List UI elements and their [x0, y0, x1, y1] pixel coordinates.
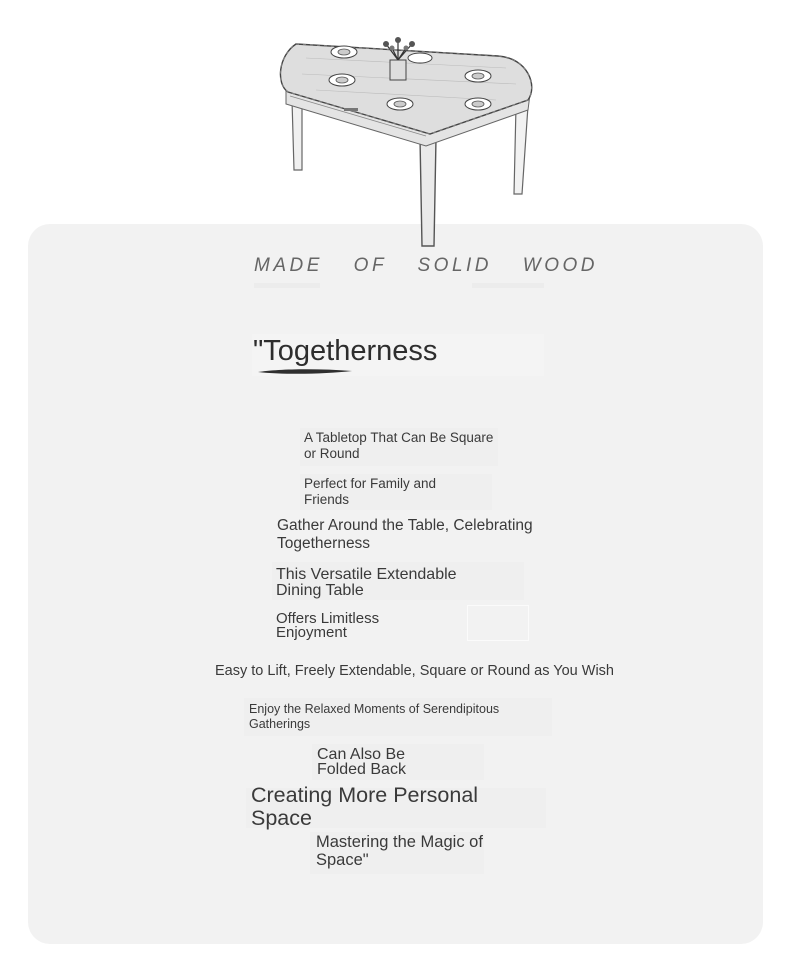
decor-bar [254, 283, 320, 288]
feature-text: Can Also Be Folded Back [317, 746, 406, 779]
feature-text: Offers Limitless Enjoyment [276, 610, 380, 642]
feature-text: A Tabletop That Can Be Square or Round [304, 430, 494, 461]
feature-text: Easy to Lift, Freely Extendable, Square or Round as You Wish [215, 663, 614, 679]
text-frame [467, 605, 529, 641]
feature-text: Enjoy the Relaxed Moments of Serendipitous Gatherings [249, 702, 500, 731]
feature-text: This Versatile Extendable Dining Table [276, 566, 457, 599]
page-title: "Togetherness [253, 335, 438, 367]
feature-text: Perfect for Family and Friends [304, 476, 437, 507]
feature-text: Creating More Personal Space [251, 783, 479, 831]
feature-text: Mastering the Magic of Space" [316, 833, 483, 869]
feature-text: Gather Around the Table, Celebrating Togetherness [277, 517, 533, 552]
brush-underline [256, 366, 354, 376]
dining-table-illustration [266, 34, 542, 252]
decor-bar [472, 283, 544, 288]
material-label: MADE OF SOLID WOOD [254, 255, 599, 276]
